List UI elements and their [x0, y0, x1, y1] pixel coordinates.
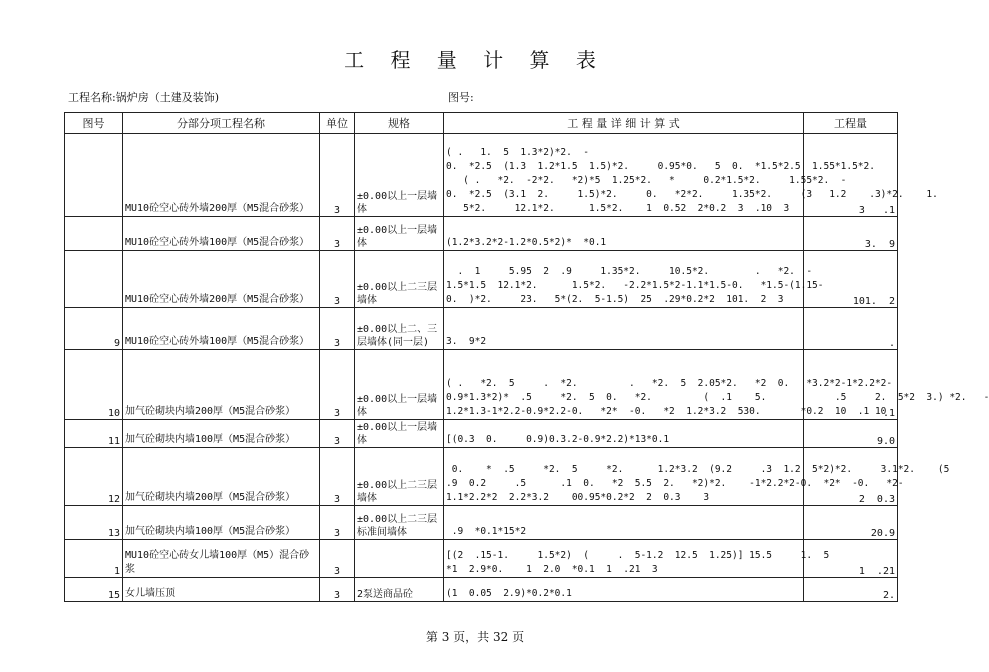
table-row [65, 420, 898, 448]
row-unit: 3 [320, 308, 355, 350]
page-footer: 第 3 页，共 32 页 [425, 630, 525, 644]
row-unit: 3 [320, 448, 355, 506]
row-quantity: 20.9 [804, 506, 898, 540]
row-spec: ±0.00以上一层墙体 [355, 350, 444, 420]
row-unit: 3 [320, 350, 355, 420]
header-quantity: 工程量 [804, 113, 898, 134]
row-item-name: MU10砼空心砖外墙200厚（M5混合砂浆） [123, 134, 320, 217]
row-formula: 3. 9*2 [444, 308, 804, 350]
quantity-calculation-table [64, 112, 989, 602]
row-item-name: 加气砼砌块内墙200厚（M5混合砂浆） [123, 448, 320, 506]
row-drawing-no: 15 [65, 578, 123, 602]
row-spec: 2泵送商品砼 [355, 578, 444, 602]
row-drawing-no [65, 217, 123, 251]
row-unit: 3 [320, 420, 355, 448]
table-header-row [65, 113, 898, 134]
row-quantity: 2. [804, 578, 898, 602]
row-quantity: 101. 2 [804, 251, 898, 308]
row-quantity: .1 [804, 350, 898, 420]
row-formula: .9 *0.1*15*2 [444, 506, 804, 540]
row-spec: ±0.00以上二三层墙体 [355, 251, 444, 308]
table-row [65, 217, 898, 251]
row-formula: . 1 5.95 2 .9 1.35*2. 10.5*2. . *2. - 1.5*1.5 12.1*2. 1.5*2. -2.2*1.5*2-1.1*1.5-0. *1.5-(1.15- 0. )*2. 23. 5*(2. 5-1.5) 25 .29*0.2*2 101. 2 3 [444, 251, 804, 308]
row-spec: ±0.00以上一层墙体 [355, 217, 444, 251]
row-spec: ±0.00以上二、三层墙体(同一层) [355, 308, 444, 350]
table-row [65, 251, 898, 308]
row-drawing-no: 13 [65, 506, 123, 540]
row-item-name: MU10砼空心砖外墙100厚（M5混合砂浆） [123, 217, 320, 251]
row-formula: [(0.3 0. 0.9)0.3.2-0.9*2.2)*13*0.1 [444, 420, 804, 448]
row-spec [355, 540, 444, 578]
row-item-name: 加气砼砌块内墙200厚（M5混合砂浆） [123, 350, 320, 420]
row-unit: 3 [320, 134, 355, 217]
header-drawing-no: 图号 [65, 113, 123, 134]
row-item-name: MU10砼空心砖外墙100厚（M5混合砂浆） [123, 308, 320, 350]
row-item-name: 加气砼砌块内墙100厚（M5混合砂浆） [123, 506, 320, 540]
row-quantity: 9.0 [804, 420, 898, 448]
drawing-number-label: 图号: [448, 91, 474, 104]
row-formula: [(2 .15-1. 1.5*2) ( . 5-1.2 12.5 1.25)] 15.5 1. 5 *1 2.9*0. 1 2.0 *0.1 1 .21 3 [444, 540, 804, 578]
row-drawing-no: 9 [65, 308, 123, 350]
row-formula: ( . *2. 5 . *2. . *2. 5 2.05*2. *2 0. *3.2*2-1*2.2*2- 0.9*1.3*2)* .5 *2. 5 0. *2. ( .1 5. .5 2. 5*2 3.) *2. - 1.2*1.3-1*2.2-0.9*2.2-0. *2* -0. *2 1.2*3.2 530. *0.2 10 .1 10 [444, 350, 804, 420]
table-row [65, 540, 898, 578]
table-row [65, 448, 898, 506]
row-formula: (1 0.05 2.9)*0.2*0.1 [444, 578, 804, 602]
header-unit: 单位 [320, 113, 355, 134]
row-formula: ( . 1. 5 1.3*2)*2. - 0. *2.5 (1.3 1.2*1.5 1.5)*2. 0.95*0. 5 0. *1.5*2.5 1.55*1.5*2. ( . *2. -2*2. *2)*5 1.25*2. * 0.2*1.5*2. 1.55*2. - 0. *2.5 (3.1 2. 1.5)*2. 0. *2*2. 1.35*2. (3 1.2 .3)*2. 1. 5*2. 12.1*2. 1.5*2. 1 0.52 2*0.2 3 .10 3 [444, 134, 804, 217]
row-unit: 3 [320, 217, 355, 251]
row-item-name: MU10砼空心砖外墙200厚（M5混合砂浆） [123, 251, 320, 308]
row-quantity: 1 .21 [804, 540, 898, 578]
row-quantity: 3 .1 [804, 134, 898, 217]
row-unit: 3 [320, 540, 355, 578]
row-item-name: 女儿墙压顶 [123, 578, 320, 602]
table-row [65, 578, 898, 602]
project-name: 工程名称:锅炉房（土建及装饰) [68, 91, 219, 104]
row-drawing-no: 1 [65, 540, 123, 578]
table-row [65, 134, 898, 217]
row-item-name: 加气砼砌块内墙100厚（M5混合砂浆） [123, 420, 320, 448]
table-row [65, 350, 898, 420]
row-formula: 0. * .5 *2. 5 *2. 1.2*3.2 (9.2 .3 1.2 5*2)*2. 3.1*2. (5 .9 0.2 .5 .1 0. *2 5.5 2. *2)*2. -1*2.2*2-0. *2* -0. *2- 1.1*2.2*2 2.2*3.2 00.95*0.2*2 2 0.3 3 [444, 448, 804, 506]
page-title: 工 程 量 计 算 表 [344, 48, 606, 72]
row-unit: 3 [320, 251, 355, 308]
row-quantity: 2 0.3 [804, 448, 898, 506]
row-spec: ±0.00以上二三层标准间墙体 [355, 506, 444, 540]
table-row [65, 506, 898, 540]
header-spec: 规格 [355, 113, 444, 134]
row-unit: 3 [320, 578, 355, 602]
row-unit: 3 [320, 506, 355, 540]
row-spec: ±0.00以上一层墙体 [355, 134, 444, 217]
row-spec: ±0.00以上一层墙体 [355, 420, 444, 448]
row-spec: ±0.00以上二三层墙体 [355, 448, 444, 506]
row-drawing-no [65, 134, 123, 217]
header-formula: 工 程 量 详 细 计 算 式 [444, 113, 804, 134]
row-drawing-no: 11 [65, 420, 123, 448]
header-item-name: 分部分项工程名称 [123, 113, 320, 134]
row-drawing-no: 12 [65, 448, 123, 506]
row-formula: (1.2*3.2*2-1.2*0.5*2)* *0.1 [444, 217, 804, 251]
table-row [65, 308, 898, 350]
row-item-name: MU10砼空心砖女儿墙100厚（M5）混合砂浆 [123, 540, 320, 578]
row-quantity: 3. 9 [804, 217, 898, 251]
row-drawing-no: 10 [65, 350, 123, 420]
row-quantity: . [804, 308, 898, 350]
row-drawing-no [65, 251, 123, 308]
